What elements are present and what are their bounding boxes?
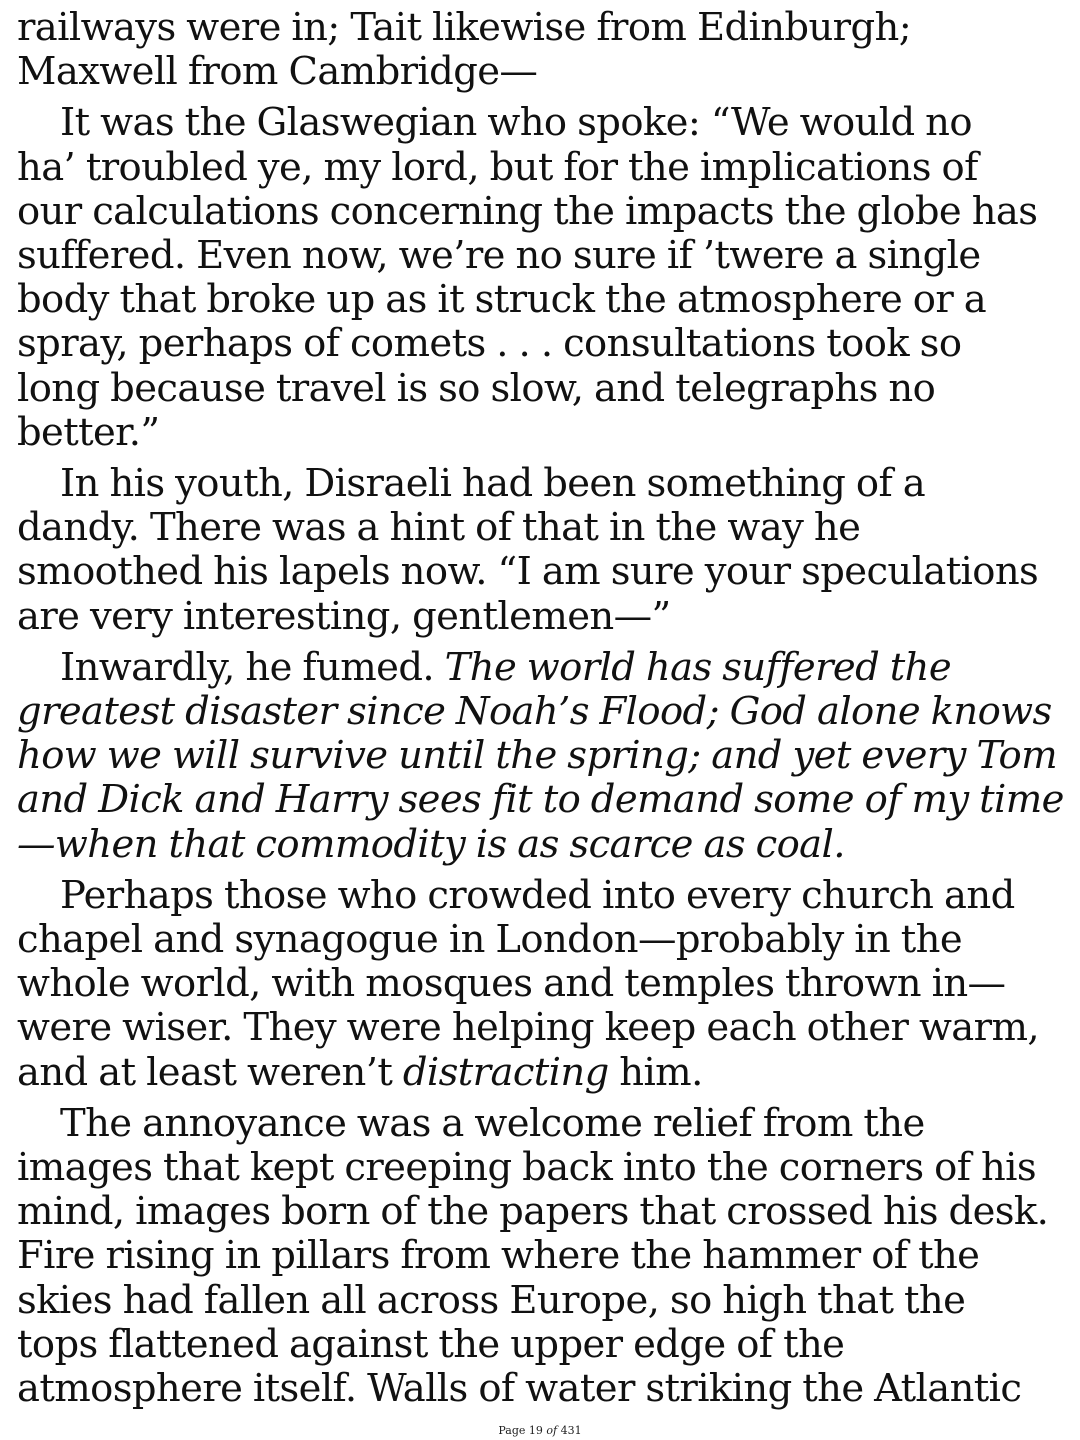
text-line: suffered. Even now, we’re no sure if ’twere a single — [17, 233, 981, 279]
text-line: are very interesting, gentlemen—” — [17, 593, 671, 639]
text-line: It was the Glaswegian who spoke: “We would no — [60, 100, 972, 146]
italic-text: The world has suffered the — [444, 644, 952, 690]
text-span: him. — [608, 1049, 703, 1095]
text-line: Maxwell from Cambridge— — [17, 49, 538, 95]
text-line: The annoyance was a welcome relief from the — [60, 1100, 925, 1146]
text-line: body that broke up as it struck the atmosphere or a — [17, 277, 987, 323]
italic-text-line: and Dick and Harry sees fit to demand some of my time — [17, 777, 1064, 823]
paragraph — [17, 101, 1067, 455]
text-line: Fire rising in pillars from where the hammer of the — [17, 1233, 980, 1279]
text-line: spray, perhaps of comets . . . consultations took so — [17, 321, 962, 367]
total-pages-label: 431 — [557, 1424, 582, 1437]
text-span: and at least weren’t — [17, 1049, 403, 1095]
text-line: tops flattened against the upper edge of the — [17, 1321, 845, 1367]
text-line: better.” — [17, 409, 160, 455]
text-line: atmosphere itself. Walls of water striking the Atlantic — [17, 1366, 1022, 1412]
text-line: smoothed his lapels now. “I am sure your speculations — [17, 549, 1039, 595]
text-line — [17, 1051, 1067, 1095]
paragraph — [17, 6, 1067, 94]
text-line: ha’ troubled ye, my lord, but for the implications of — [17, 144, 978, 190]
text-line: In his youth, Disraeli had been something of a — [60, 461, 926, 507]
text-line — [17, 646, 1067, 690]
text-span: Inwardly, he fumed. — [60, 644, 445, 690]
text-line: railways were in; Tait likewise from Edinburgh; — [17, 5, 912, 50]
text-line: long because travel is so slow, and telegraphs no — [17, 365, 936, 411]
text-line: were wiser. They were helping keep each other warm, — [17, 1005, 1040, 1051]
text-line: our calculations concerning the impacts the globe has — [17, 188, 1038, 234]
paragraph — [17, 646, 1067, 867]
italic-text-line: how we will survive until the spring; and yet every Tom — [17, 733, 1058, 779]
document-page — [17, 6, 1067, 1418]
text-line: mind, images born of the papers that crossed his desk. — [17, 1189, 1049, 1235]
paragraph — [17, 874, 1067, 1095]
page-label: Page 19 — [498, 1424, 547, 1437]
text-line: whole world, with mosques and temples thrown in— — [17, 961, 1006, 1007]
paragraph — [17, 462, 1067, 639]
italic-text-line: greatest disaster since Noah’s Flood; God alone knows — [17, 689, 1052, 735]
italic-text-line: —when that commodity is as scarce as coal. — [17, 821, 845, 867]
text-line: Perhaps those who crowded into every church and — [60, 872, 1015, 918]
text-line: skies had fallen all across Europe, so high that the — [17, 1277, 966, 1323]
italic-text: distracting — [402, 1049, 609, 1095]
page-number-footer — [0, 1424, 1080, 1437]
paragraph — [17, 1102, 1067, 1411]
text-line: dandy. There was a hint of that in the way he — [17, 505, 861, 551]
text-line: chapel and synagogue in London—probably in the — [17, 917, 963, 963]
text-line: images that kept creeping back into the corners of his — [17, 1145, 1037, 1191]
of-label: of — [546, 1424, 558, 1437]
